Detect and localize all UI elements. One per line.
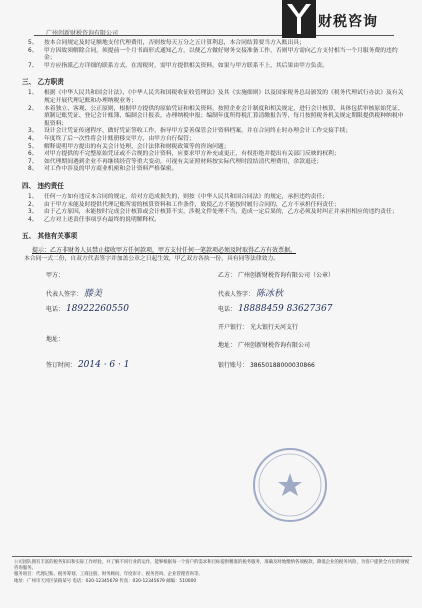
item-number: 1、	[28, 193, 38, 200]
item-number: 6、	[28, 47, 38, 54]
item-text: 对工作中涉及的甲方商业机密和会计资料严格保密。	[44, 166, 178, 173]
item-text: 甲方应指派乙方详细的联系方式，在需税时，需甲方提供相关资料，如果与甲方联系不上，其后果由甲方负责。	[44, 62, 329, 69]
party-a-date-row	[46, 360, 129, 370]
item-number: 3、	[28, 128, 38, 135]
party-b-acct-label: 银行账号：	[218, 361, 249, 369]
list-item	[22, 128, 404, 136]
party-b-addr-row	[218, 340, 310, 349]
item-text: 设计会计凭证传递程序，做好凭证签收工作，指导甲方妥善保管会计资料档案，并在合同终止时办理会计工作交接手续；	[44, 128, 352, 135]
top-items	[22, 40, 404, 70]
party-b-phone-row	[218, 304, 332, 314]
list-item	[22, 90, 404, 105]
item-text: 对甲方提供的不完整原始凭证或不合规的会计资料，应要求甲方补充或更正，有权拒绝并提出有关部门反映的权利；	[44, 151, 340, 158]
item-text: 乙方对上述责任事项享有最终的说明解释权。	[44, 216, 160, 223]
party-a-rep-row	[46, 286, 102, 299]
item-number: 4、	[28, 216, 38, 223]
party-b-addr-label: 地址：	[218, 341, 237, 349]
company-logo	[282, 0, 394, 40]
item-number: 5、	[28, 40, 38, 46]
section3-items	[22, 90, 404, 174]
item-number: 7、	[28, 158, 38, 165]
list-item	[22, 151, 404, 159]
list-item	[22, 166, 404, 174]
footer-line-3: 地址：广州市天河区某路某号 电话：020-12345678 传真：020-12345679 邮编：510000	[14, 578, 197, 584]
party-b-rep-label: 代表人签字：	[218, 290, 255, 298]
effect-clause: 本合同一式二份，自双方代表签字并加盖公章之日起生效，甲乙双方各执一份，具有同等法律效力。	[24, 256, 280, 263]
section-title-party-b-duties: 三、 乙方职责	[22, 78, 64, 87]
party-a-signature: 滕美	[83, 288, 102, 299]
party-b-signature: 陈冰秋	[255, 288, 283, 299]
item-text: 由于甲方未能及时提供代理记账所需的核算资料和工作条件，致使乙方不能按时履行合同的，乙方不承担任何责任；	[44, 201, 340, 208]
party-b-bank-label: 开户银行：	[218, 323, 249, 331]
page-header	[22, 0, 404, 40]
list-item	[22, 209, 404, 217]
party-b-acct: 38650188000030866	[249, 361, 315, 369]
item-text: 任何一方如有违反本合同的规定，给对方造成损失的，则按《中华人民共和国合同法》的规定，承担违约责任；	[44, 193, 329, 200]
item-number: 1、	[28, 90, 38, 97]
list-item	[22, 202, 404, 210]
list-item	[22, 217, 404, 225]
party-b-label: 乙方：	[218, 271, 237, 279]
footer-rule	[12, 556, 412, 557]
notice-line	[32, 245, 404, 254]
party-b-bank-row	[218, 322, 298, 331]
party-b-name: 广州创新财税咨询有限公司（公章）	[237, 271, 334, 279]
item-number: 4、	[28, 135, 38, 142]
party-b-rep-row	[218, 286, 283, 299]
item-text: 由于乙方原因，未能按时完成会计核算或会计核算不实，涉税文件处理不当，造成一定后果的，乙方必须及时纠正并承担相应的违约责任；	[44, 209, 398, 216]
signature-block	[22, 264, 404, 384]
party-b-addr: 广州创新财税咨询有限公司	[237, 341, 310, 349]
party-b-phone: 18888459 83627367	[237, 303, 333, 314]
item-text: 按本合同规定及时足额地支付代理费用，否则按每天万分之五计算利息，本合同结算要当方入账出具；	[44, 40, 305, 46]
footer-line-1: 公司团队拥有丰富的税务知识和实际工作经验，并了解不同行业的运作，能够根据每一个客户的需求和目标提供精准的税务服务，准确及时地缴纳各项税款，降低企业的税务风险，为客户提供全方位的财税咨询服务。	[14, 560, 410, 572]
item-text: 根据《中华人民共和国会计法》、《中华人民共和国税收征收管理法》及其《实施细则》以及国家税务总局颁发的《税务代理试行办法》及有关规定开展代理记账和办理纳税业务；	[44, 90, 404, 104]
party-a-date-label: 签订时间：	[46, 361, 77, 369]
list-item	[22, 144, 404, 152]
section-title-other: 五、 其他有关事项	[22, 232, 78, 241]
section-title-breach: 四、 违约责任	[22, 181, 64, 190]
party-a-phone-row	[46, 304, 129, 314]
party-b-phone-label: 电话：	[218, 305, 237, 313]
item-number: 2、	[28, 201, 38, 208]
item-number: 5、	[28, 143, 38, 150]
list-item	[22, 194, 404, 202]
party-a-date: 2014 · 6 · 1	[77, 359, 130, 370]
party-b-acct-row	[218, 360, 315, 369]
notice-text: 乙方非财务人员禁止接收甲方任何款项，甲方支付任何一笔款项必须及时取得乙方有效票据。	[50, 247, 297, 255]
list-item	[22, 48, 404, 63]
notice-label: 提示：	[32, 247, 51, 255]
list-item	[22, 136, 404, 144]
party-a-addr-label: 地址：	[46, 335, 65, 343]
party-a-label: 甲方：	[46, 271, 65, 279]
company-seal-icon	[250, 445, 330, 525]
party-b-row	[218, 270, 334, 279]
party-a-rep-label: 代表人签字：	[46, 290, 83, 298]
list-item	[22, 106, 404, 129]
page-footer	[14, 560, 410, 585]
item-text: 本着独立、客观、公正原则，根据甲方提供的原始凭证和相关资料，按照企业会计制度和相关规定，进行会计核算，具体包括审核原始凭证、填制记账凭证、登记会计账簿、编制会计报表，办理纳税申报；编制年度所得税汇算清缴报告等，每月按照税务机关规定期限提供税种纳税申报资料；	[44, 105, 404, 127]
item-text: 解释说明甲方提出的有关会计处理、会计法律和财税政策等的咨询问题；	[44, 143, 230, 150]
list-item	[22, 40, 404, 48]
party-b-bank: 光大银行天河支行	[249, 323, 298, 331]
item-number: 8、	[28, 166, 38, 173]
item-number: 2、	[28, 105, 38, 112]
list-item	[22, 63, 404, 71]
party-a-phone: 18922260550	[65, 303, 129, 314]
item-text: 如代理期间遇到企业不再继续经营等重大变动，可视有关证照材料按实际代理时段结清代理费用，余款退还；	[44, 158, 323, 165]
logo-brand-text: 财税咨询	[318, 14, 378, 30]
footer-line-2: 服务项目：代理记账、税务筹划、工商注册、财务顾问、年度审计、税务咨询、企业管理咨询等。	[14, 572, 203, 578]
item-number: 3、	[28, 209, 38, 216]
item-text: 甲方因故须解除合同，须提前一个月书面形式通知乙方，以便乙方做好财务交接准备工作，否则甲方需向乙方支付相当一个月服务费的违约金；	[44, 47, 398, 62]
party-a-phone-label: 电话：	[46, 305, 65, 313]
item-number: 7、	[28, 62, 38, 69]
item-number: 6、	[28, 151, 38, 158]
header-company: 广州创新财税咨询有限公司	[46, 30, 119, 37]
item-text: 年度终了后一次性将会计账册移交甲方，由甲方自行保管；	[44, 135, 195, 142]
section4-items	[22, 194, 404, 224]
